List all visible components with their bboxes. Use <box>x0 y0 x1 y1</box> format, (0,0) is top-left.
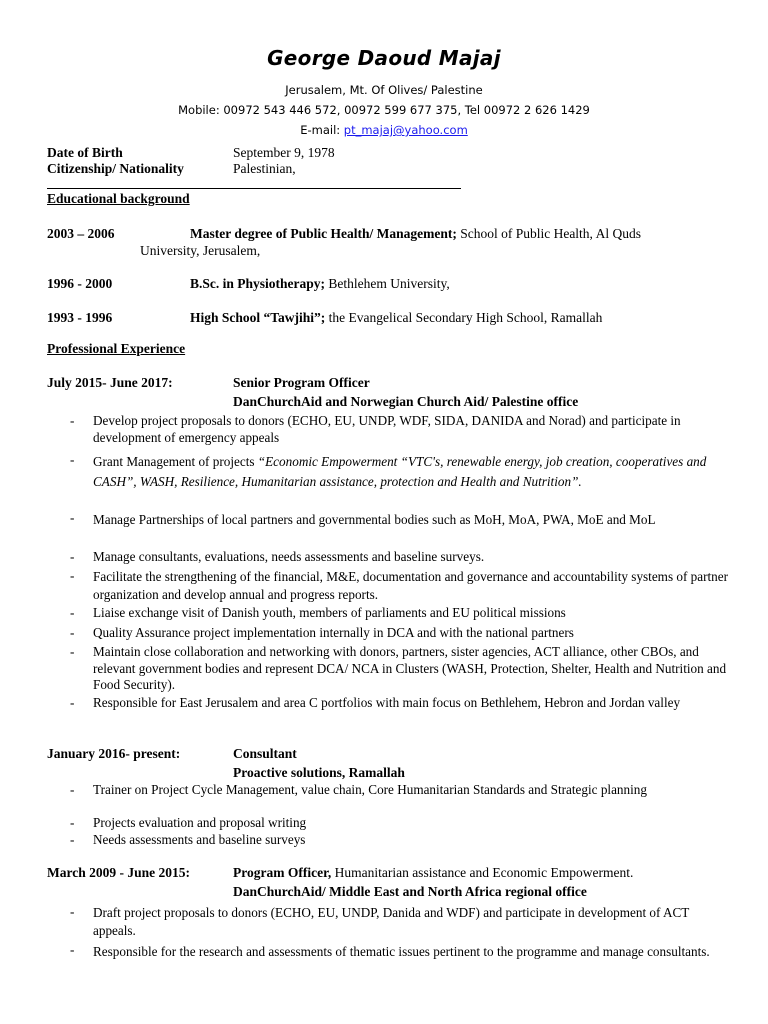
education-degree: High School “Tawjihi”; <box>190 310 326 325</box>
experience-heading: Professional Experience <box>47 341 186 356</box>
dob-row <box>47 145 335 161</box>
job-organization: DanChurchAid/ Middle East and North Africa regional office <box>233 884 587 899</box>
education-school: School of Public Health, Al Quds <box>456 226 641 241</box>
citizenship-value: Palestinian, <box>233 161 296 176</box>
citizenship-label: Citizenship/ Nationality <box>47 161 184 176</box>
education-degree: B.Sc. in Physiotherapy; <box>190 276 326 291</box>
job-organization: DanChurchAid and Norwegian Church Aid/ Palestine office <box>233 394 579 409</box>
education-degree: Master degree of Public Health/ Management; <box>190 226 457 241</box>
job-period: July 2015- June 2017: <box>47 375 173 390</box>
resume-page: George Daoud Majaj Jerusalem, Mt. Of Olives/ Palestine Mobile: 00972 543 446 572, 00972 599 677 375, Tel 00972 2 626 1429 E-mail: pt_majaj@yahoo.com Date of Birth September 9, 1978 Citizenship/ Nationality Palestinian, Educational background 2003 – 2006 Master degree of Public Health/ Management; School of Public Health, Al Quds University, Jerusalem, 1996 - 2000 B.Sc. in Physiotherapy; Bethlehem University, 1993 - 1996 High School “Tawjihi”; the Evangelical Secondary High School, Ramallah Professional Experience July 2015- June 2017: Senior Program Officer DanChurchAid and Norwegian Church Aid/ Palestine office - Develop project proposals to donors (ECHO, EU, UNDP, WDF, SIDA, DANIDA and Norad) and participate in development of emergency appeals - Grant Management of projects “Economic Empowerment “VTC's, renewable energy, job creation, cooperatives and CASH”, WASH, Resilience, Humanitarian assistance, protection and Health and Nutrition”. - Manage Partnerships of local partners and governmental bodies such as MoH, MoA, PWA, MoE and MoL - Manage consultants, evaluations, needs assessments and baseline surveys. - Facilitate the strengthening of the financial, M&E, documentation and governance and accountability systems of partner organization and develop annual and progress reports. - Liaise exchange visit of Danish youth, members of parliaments and EU political missions - Quality Assurance project implementation internally in DCA and with the national partners - Maintain close collaboration and networking with donors, partners, sister agencies, ACT alliance, other CBOs, and relevant government bodies and represent DCA/ NCA in Clusters (WASH, Protection, Shelter, Health and Nutrition and Food Security). - Responsible for East Jerusalem and area C portfolios with main focus on Bethlehem, Hebron and Jordan valley January 2016- present: Consultant Proactive solutions, Ramallah - Trainer on Project Cycle Management, value chain, Core Humanitarian Standards and Strategic planning - Projects evaluation and proposal writing - Needs assessments and baseline surveys March 2009 - June 2015: Program Officer, Humanitarian assistance and Economic Empowerment. DanChurchAid/ Middle East and North Africa regional office - Draft project proposals to donors (ECHO, EU, UNDP, Danida and WDF) and participate in development of ACT appeals. - Responsible for the research and assessments of thematic issues pertinent to the programme and manage consultants. <box>0 0 768 1024</box>
job-organization: Proactive solutions, Ramallah <box>233 765 405 780</box>
citizenship-row <box>47 161 296 177</box>
education-text <box>190 275 450 292</box>
job-period: January 2016- present: <box>47 746 181 761</box>
address-line: Jerusalem, Mt. Of Olives/ Palestine <box>285 83 483 97</box>
phone-line: Mobile: 00972 543 446 572, 00972 599 677 375, Tel 00972 2 626 1429 <box>178 103 590 117</box>
education-text <box>190 225 641 242</box>
job-title: Program Officer, Humanitarian assistance and Economic Empowerment. <box>233 865 634 880</box>
education-years: 2003 – 2006 <box>47 226 115 241</box>
dob-label: Date of Birth <box>47 145 123 160</box>
education-text <box>190 309 602 326</box>
job-title: Senior Program Officer <box>233 375 370 390</box>
education-school: Bethlehem University, <box>325 276 450 291</box>
job-title: Consultant <box>233 746 297 761</box>
education-years: 1993 - 1996 <box>47 310 113 325</box>
education-school-cont: University, Jerusalem, <box>140 243 261 258</box>
email-link[interactable]: pt_majaj@yahoo.com <box>343 123 468 137</box>
email-label: E-mail: <box>300 123 344 137</box>
education-heading: Educational background <box>47 191 190 206</box>
education-school: the Evangelical Secondary High School, Ramallah <box>325 310 603 325</box>
candidate-name: George Daoud Majaj <box>267 46 501 70</box>
education-years: 1996 - 2000 <box>47 276 113 291</box>
dob-value: September 9, 1978 <box>233 145 335 160</box>
divider-line <box>47 188 461 189</box>
job-period: March 2009 - June 2015: <box>47 865 190 880</box>
email-line <box>0 123 768 137</box>
